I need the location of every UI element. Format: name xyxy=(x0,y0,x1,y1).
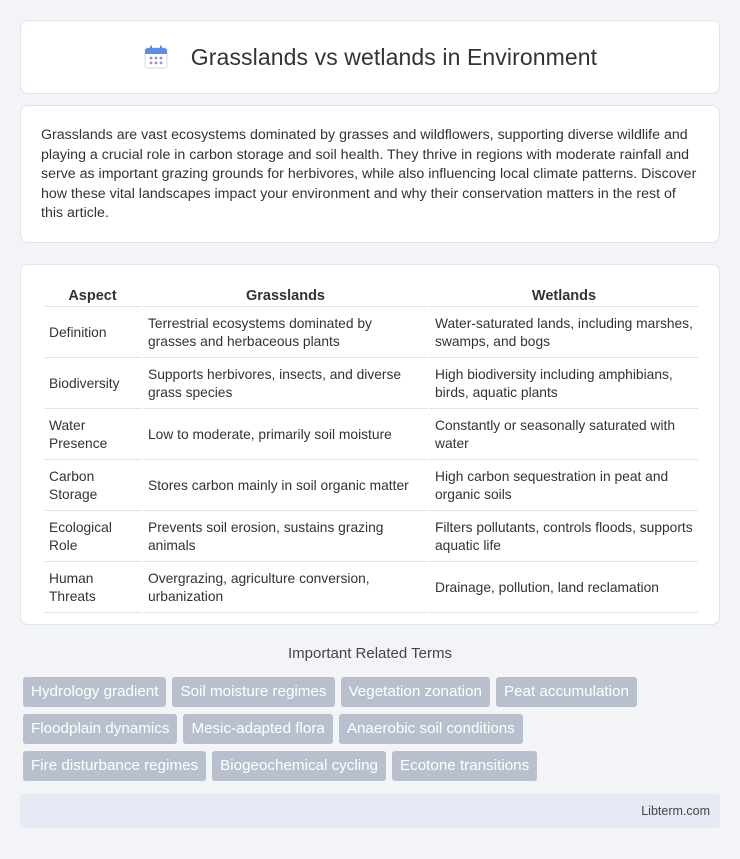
table-row xyxy=(44,309,698,358)
related-term-tag[interactable]: Peat accumulation xyxy=(496,677,637,707)
tag-row xyxy=(23,714,723,744)
related-terms-title: Important Related Terms xyxy=(288,645,452,662)
table-cell-wetlands: Drainage, pollution, land reclamation xyxy=(430,564,698,613)
tag-row xyxy=(23,751,723,781)
table-cell-aspect: Biodiversity xyxy=(44,360,141,409)
table-row xyxy=(44,411,698,460)
footer xyxy=(20,794,720,828)
related-term-tag[interactable]: Ecotone transitions xyxy=(392,751,537,781)
table-cell-wetlands: High biodiversity including amphibians, birds, aquatic plants xyxy=(430,360,698,409)
related-term-tag[interactable]: Floodplain dynamics xyxy=(23,714,177,744)
table-cell-aspect: Human Threats xyxy=(44,564,141,613)
tag-row xyxy=(23,677,723,707)
footer-site-link[interactable]: Libterm.com xyxy=(641,804,710,818)
column-header-wetlands: Wetlands xyxy=(430,287,698,307)
calendar-icon xyxy=(143,44,169,70)
related-term-tag[interactable]: Anaerobic soil conditions xyxy=(339,714,523,744)
related-term-tag[interactable]: Vegetation zonation xyxy=(341,677,490,707)
related-terms-list xyxy=(23,677,723,788)
table-cell-grasslands: Terrestrial ecosystems dominated by grasses and herbaceous plants xyxy=(143,309,428,358)
table-header-row xyxy=(44,287,698,307)
related-term-tag[interactable]: Biogeochemical cycling xyxy=(212,751,386,781)
table-row xyxy=(44,462,698,511)
related-term-tag[interactable]: Soil moisture regimes xyxy=(172,677,334,707)
table-cell-grasslands: Low to moderate, primarily soil moisture xyxy=(143,411,428,460)
column-header-aspect: Aspect xyxy=(44,287,141,307)
title-wrap xyxy=(143,44,597,71)
header-card xyxy=(20,20,720,94)
table-cell-aspect: Ecological Role xyxy=(44,513,141,562)
intro-text: Grasslands are vast ecosystems dominated by grasses and wildflowers, supporting diverse wildlife and playing a crucial role in carbon storage and soil health. They thrive in regions with moderate rainfall and serve as important grazing grounds for herbivores, while also influencing local climate patterns. Discover how these vital landscapes impact your environment and why their conservation matters in the rest of this article. xyxy=(41,127,697,221)
table-row xyxy=(44,513,698,562)
column-header-grasslands: Grasslands xyxy=(143,287,428,307)
related-term-tag[interactable]: Hydrology gradient xyxy=(23,677,166,707)
comparison-table-card xyxy=(20,264,720,625)
table-cell-wetlands: Water-saturated lands, including marshes, swamps, and bogs xyxy=(430,309,698,358)
comparison-table xyxy=(42,285,700,615)
table-cell-aspect: Water Presence xyxy=(44,411,141,460)
related-term-tag[interactable]: Fire disturbance regimes xyxy=(23,751,206,781)
intro-card xyxy=(20,105,720,243)
table-cell-aspect: Carbon Storage xyxy=(44,462,141,511)
table-cell-grasslands: Prevents soil erosion, sustains grazing animals xyxy=(143,513,428,562)
table-cell-wetlands: High carbon sequestration in peat and organic soils xyxy=(430,462,698,511)
table-cell-aspect: Definition xyxy=(44,309,141,358)
table-cell-wetlands: Filters pollutants, controls floods, supports aquatic life xyxy=(430,513,698,562)
table-row xyxy=(44,360,698,409)
related-term-tag[interactable]: Mesic-adapted flora xyxy=(183,714,332,744)
page-title: Grasslands vs wetlands in Environment xyxy=(190,43,598,70)
table-cell-grasslands: Overgrazing, agriculture conversion, urbanization xyxy=(143,564,428,613)
table-row xyxy=(44,564,698,613)
table-cell-grasslands: Supports herbivores, insects, and diverse grass species xyxy=(143,360,428,409)
table-cell-grasslands: Stores carbon mainly in soil organic matter xyxy=(143,462,428,511)
table-cell-wetlands: Constantly or seasonally saturated with water xyxy=(430,411,698,460)
